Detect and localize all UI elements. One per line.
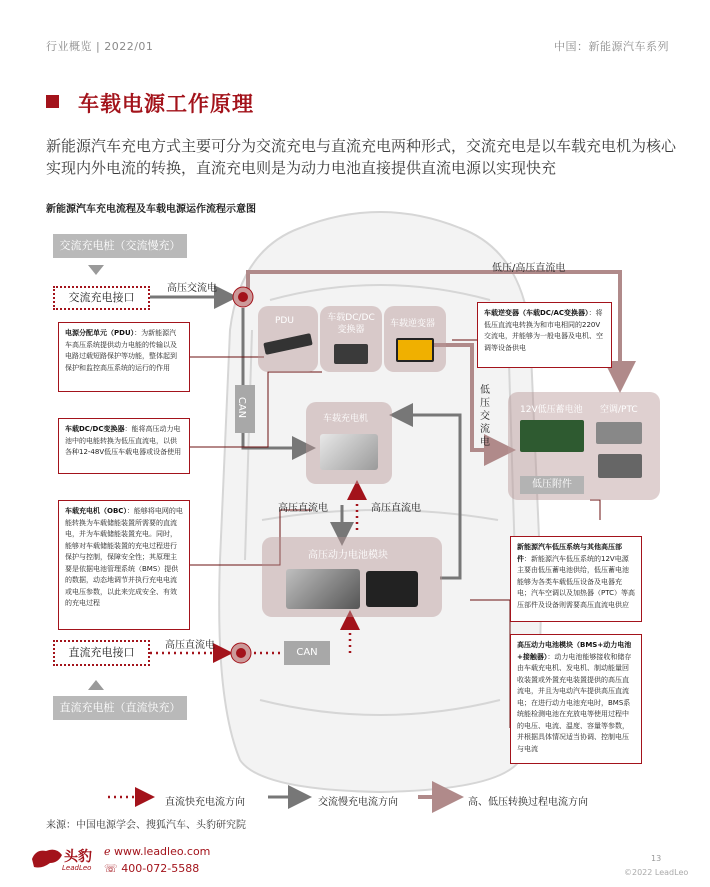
inverter-device-icon	[396, 338, 434, 362]
note-obc: 车载充电机（OBC）：能够将电网的电能转换为车载储能装置所需要的直流电，并为车载储能装置充电。同时，能够对车载储能装置的充电过程进行保护与控制，保障安全性；其原理主要是依据电池管理系统（BMS）提供的数据，动态地调节并执行充电电流或电压参数，以此来完成安全、有效的充电过程	[58, 500, 190, 630]
legend-conv-label: 高、低压转换过程电流方向	[468, 797, 588, 808]
ac-vent-icon	[596, 422, 642, 444]
leopard-icon	[30, 845, 64, 871]
lv-ac-label: 低 压 交 流 电	[480, 385, 490, 448]
dcdc-device-icon	[334, 344, 368, 364]
note-inverter: 车载逆变器（车载DC/AC变换器）：将低压直流电转换为和市电相同的220V交流电，并能够为一般电器及电机、空调等设备供电	[477, 302, 612, 368]
source-note: 来源：中国电源学会、搜狐汽车、头豹研究院	[46, 820, 246, 831]
pdu-device-icon	[263, 333, 312, 355]
leadleo-logo	[30, 845, 64, 871]
obc-component: 车载充电机	[306, 402, 392, 484]
ac-charging-pile: 交流充电桩（交流慢充）	[53, 234, 187, 258]
ptc-heater-icon	[598, 454, 642, 478]
hv-ac-label: 高压交流电	[167, 283, 217, 294]
note-pdu: 电源分配单元（PDU）：为新能源汽车高压系统提供动力电能的传输以及电路过载短路保护等功能，整体起到保护和监控高压系统的运行的作用	[58, 322, 190, 392]
legend-slow-label: 交流慢充电流方向	[318, 797, 398, 808]
inverter-component: 车载逆变器	[384, 306, 446, 372]
hv-dc-bottom-label: 高压直流电	[165, 640, 215, 651]
header-left: 行业概览 | 2022/01	[46, 40, 154, 53]
website-row	[104, 845, 210, 858]
can-bus-bottom: CAN	[284, 641, 330, 665]
header-right: 中国：新能源汽车系列	[554, 40, 669, 53]
page-number: 13	[651, 854, 662, 863]
battery-module-component: 高压动力电池模块	[262, 537, 442, 617]
lv-hv-dc-label: 低压/高压直流电	[492, 263, 566, 274]
battery-pack-icon	[286, 569, 360, 609]
hv-dc-left-label: 高压直流电	[278, 503, 328, 514]
website-link[interactable]: www.leadleo.com	[114, 845, 211, 858]
brand-name: 头豹	[64, 849, 92, 865]
hv-dc-right-label: 高压直流电	[371, 503, 421, 514]
pdu-component: PDU	[258, 306, 318, 372]
note-dcdc: 车载DC/DC变换器：能将高压动力电池中的电能转换为低压直流电，以供各种12-48V低压车载电器或设备使用	[58, 418, 190, 474]
can-bus-vertical: CAN	[235, 385, 255, 433]
phone-number: 400-072-5588	[121, 862, 200, 875]
dcdc-component: 车载DC/DC 变换器	[320, 306, 382, 372]
bms-device-icon	[366, 571, 418, 607]
obc-device-icon	[320, 434, 378, 470]
figure-title: 新能源汽车充电流程及车载电源运作流程示意图	[46, 204, 256, 215]
dc-pile-arrow	[88, 680, 104, 690]
ac-pile-arrow	[88, 265, 104, 275]
dc-charging-pile: 直流充电桩（直流快充）	[53, 696, 187, 720]
note-lv-system: 新能源汽车低压系统与其他高压部件：新能源汽车低压系统的12V电源主要由低压蓄电池供给，低压蓄电池能够为各类车载低压设备及电器充电；汽车空调以及加热器（PTC）等高压部件及设备则需要高压直流电供应	[510, 536, 642, 622]
ac-charging-port: 交流充电接口	[53, 286, 150, 310]
lv-system-component: 12V低压蓄电池 空调/PTC 低压附件	[508, 392, 660, 500]
globe-icon: ℯ	[104, 845, 111, 858]
brand-name-en: LeadLeo	[62, 864, 92, 872]
page-title: 车载电源工作原理	[78, 92, 254, 116]
lv-accessory-box: 低压附件	[520, 476, 584, 494]
note-bms: 高压动力电池模块（BMS+动力电池+接触器）：动力电池能够接收和储存由车载充电机、发电机、制动能量回收装置或外置充电装置提供的高压直流电，并且为电动汽车提供高压直流电；在进行动力电池充电时，BMS系统能检测电池在充放电等使用过程中的电压、电流、温度、容量等参数，并根据具体情况适当协调、控制电压与电流	[510, 634, 642, 764]
intro-text: 新能源汽车充电方式主要可分为交流充电与直流充电两种形式，交流充电是以车载充电机为核心实现内外电流的转换，直流充电则是为动力电池直接提供直流电源以实现快充	[46, 137, 677, 177]
legend-fast-label: 直流快充电流方向	[165, 797, 245, 808]
dc-charging-port: 直流充电接口	[53, 640, 150, 666]
lv-battery-icon	[520, 420, 584, 452]
phone-icon: ☏	[104, 862, 118, 875]
copyright: ©2022 LeadLeo	[624, 868, 689, 877]
phone-row	[104, 862, 199, 875]
